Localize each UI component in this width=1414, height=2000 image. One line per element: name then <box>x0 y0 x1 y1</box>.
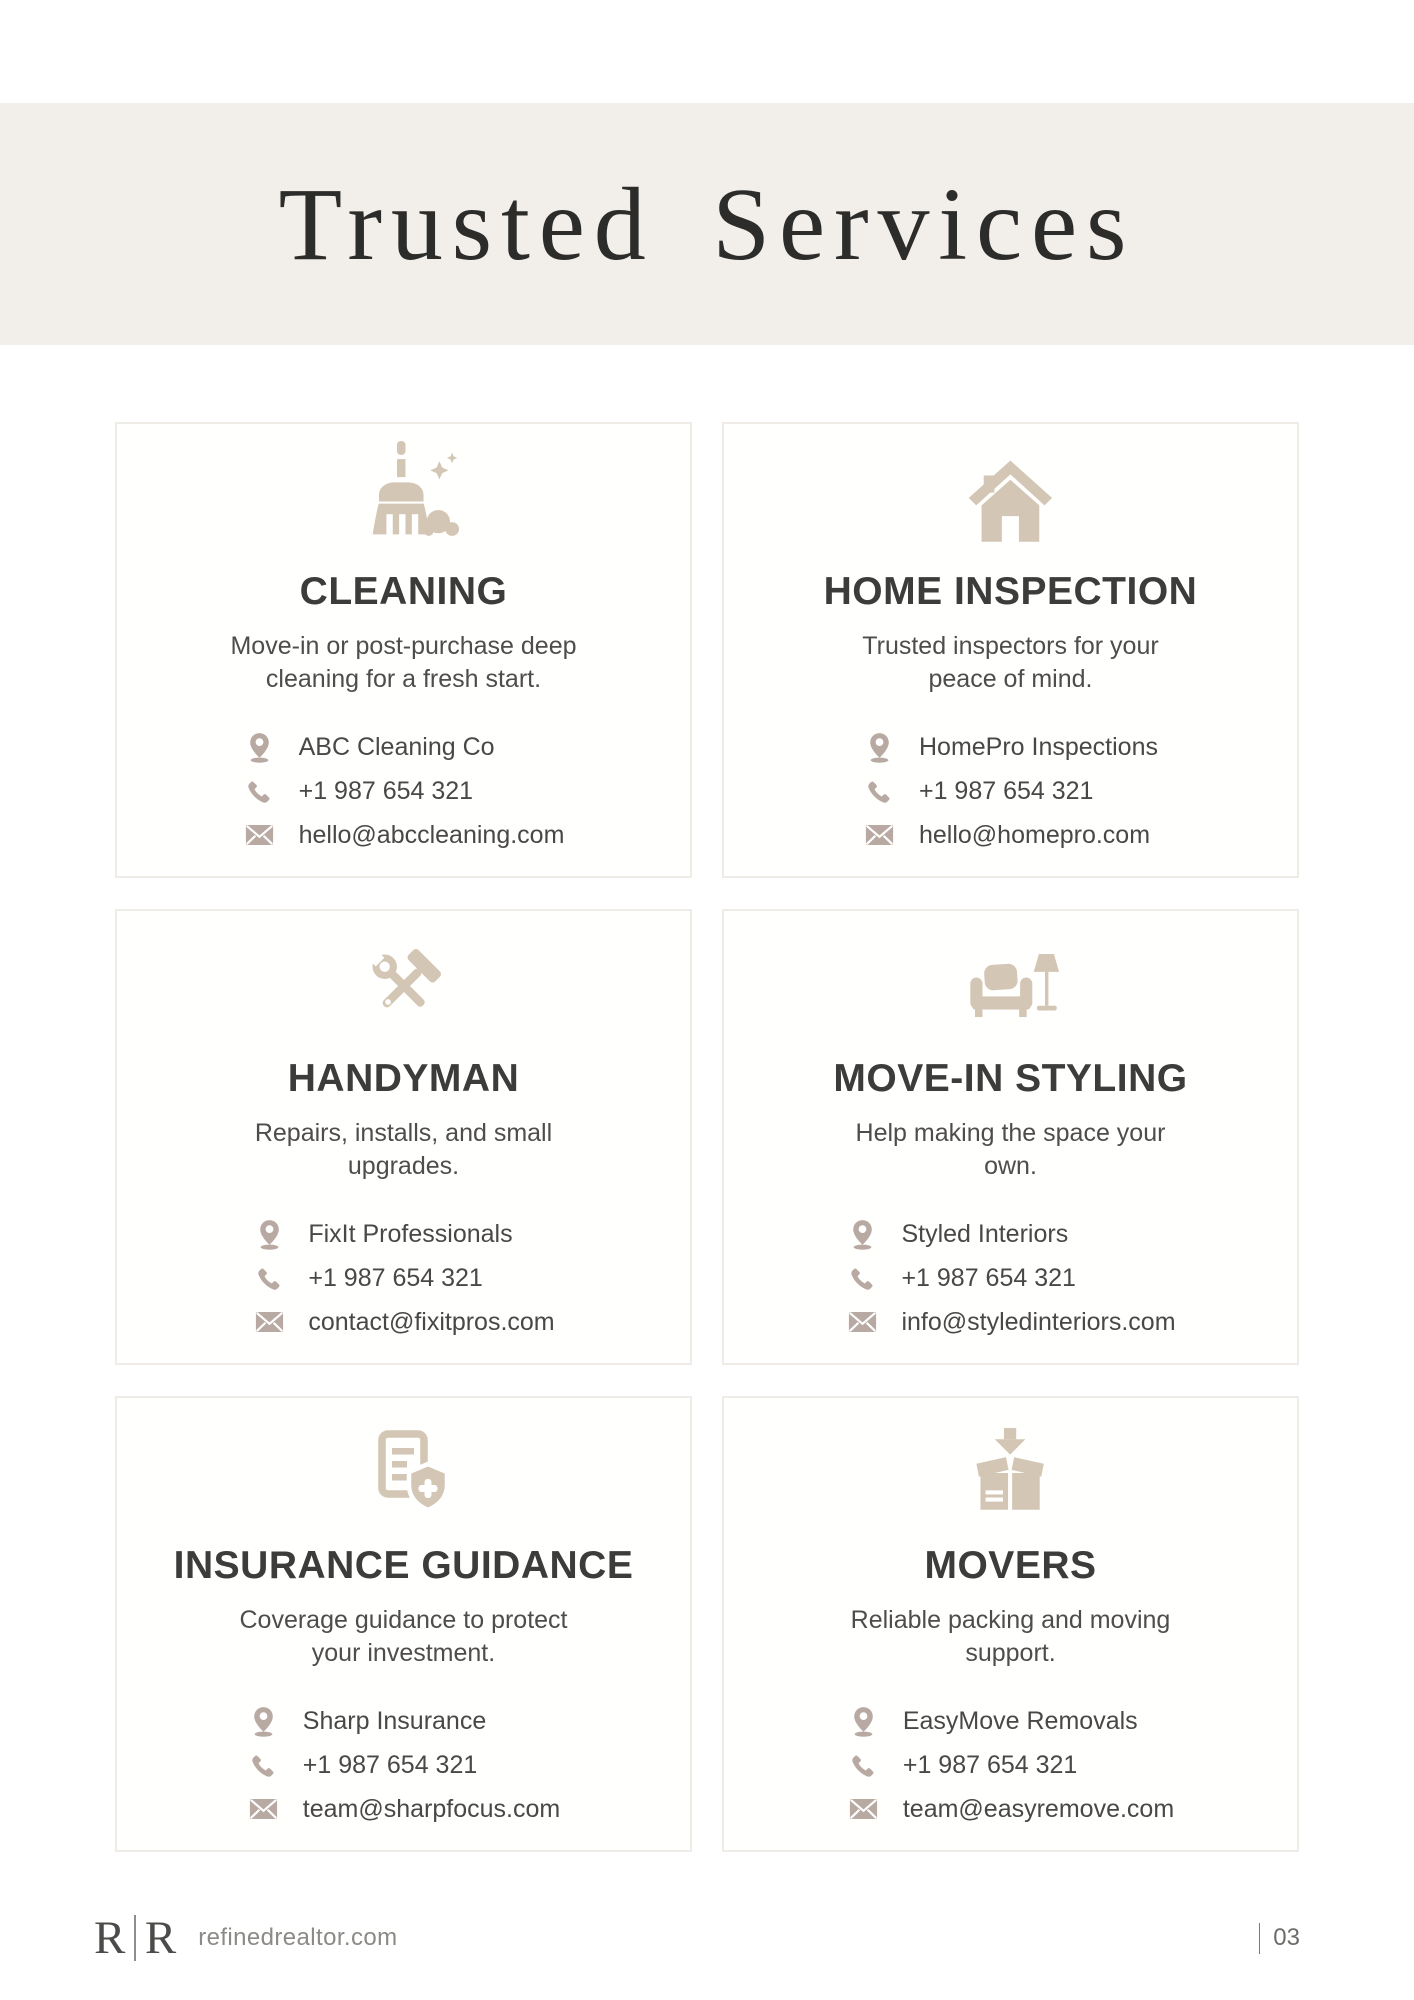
contact-block <box>252 1217 554 1339</box>
company-name: Styled Interiors <box>901 1219 1069 1248</box>
contact-email-row <box>845 1305 1175 1339</box>
email-address: hello@homepro.com <box>918 820 1151 849</box>
location-pin-icon <box>252 1219 286 1250</box>
contact-block <box>243 730 565 852</box>
page-number <box>1259 1923 1300 1954</box>
phone-number: +1 987 654 321 <box>308 1263 483 1292</box>
contact-phone-row <box>252 1261 482 1295</box>
contact-phone-row <box>847 1748 1077 1782</box>
contact-phone-row <box>247 1748 477 1782</box>
services-grid <box>115 422 1299 1852</box>
email-address: team@easyremove.com <box>902 1794 1175 1823</box>
card-description: Move-in or post-purchase deep cleaning for a fresh start. <box>230 632 577 693</box>
location-pin-icon <box>863 732 897 763</box>
contact-email-row <box>252 1305 554 1339</box>
company-name: ABC Cleaning Co <box>298 732 495 761</box>
phone-number: +1 987 654 321 <box>918 776 1094 805</box>
contact-company-row <box>845 1217 1068 1251</box>
company-name: Sharp Insurance <box>302 1706 487 1735</box>
footer-site: refinedrealtor.com <box>198 1924 398 1951</box>
contact-block <box>247 1704 560 1826</box>
contact-phone-row <box>243 774 473 808</box>
service-card <box>115 422 692 878</box>
phone-icon <box>847 1752 881 1779</box>
broom-cleaning-icon <box>344 438 463 546</box>
card-title: HOME INSPECTION <box>823 570 1198 613</box>
contact-block <box>863 730 1158 852</box>
service-card <box>722 1396 1299 1852</box>
phone-icon <box>252 1265 286 1292</box>
logo-letter: R <box>144 1912 177 1964</box>
armchair-lamp-icon <box>959 925 1062 1033</box>
policy-shield-icon <box>354 1412 454 1520</box>
contact-company-row <box>247 1704 486 1738</box>
page-footer <box>94 1903 1300 1973</box>
envelope-icon <box>863 824 897 846</box>
contact-block <box>847 1704 1174 1826</box>
envelope-icon <box>243 824 277 846</box>
envelope-icon <box>252 1311 286 1333</box>
card-title: INSURANCE GUIDANCE <box>173 1544 634 1587</box>
location-pin-icon <box>243 732 277 763</box>
email-address: hello@abccleaning.com <box>298 820 565 849</box>
house-icon <box>957 438 1064 546</box>
service-card <box>722 909 1299 1365</box>
email-address: contact@fixitpros.com <box>308 1307 555 1336</box>
phone-icon <box>243 778 277 805</box>
phone-number: +1 987 654 321 <box>298 776 474 805</box>
page-number-divider <box>1259 1923 1261 1954</box>
card-description: Coverage guidance to protect your investment. <box>239 1606 568 1667</box>
email-address: team@sharpfocus.com <box>302 1794 561 1823</box>
wrench-hammer-icon <box>357 925 451 1033</box>
contact-email-row <box>847 1792 1174 1826</box>
card-description: Reliable packing and moving support. <box>850 1606 1171 1667</box>
contact-company-row <box>863 730 1158 764</box>
contact-phone-row <box>863 774 1093 808</box>
card-title: HANDYMAN <box>287 1057 520 1100</box>
page-number-value: 03 <box>1273 1924 1300 1951</box>
company-name: HomePro Inspections <box>918 732 1158 761</box>
service-card <box>115 1396 692 1852</box>
page-title: Trusted Services <box>278 166 1136 282</box>
phone-icon <box>247 1752 281 1779</box>
phone-number: +1 987 654 321 <box>901 1263 1076 1292</box>
contact-email-row <box>863 818 1150 852</box>
contact-company-row <box>252 1217 512 1251</box>
service-card <box>722 422 1299 878</box>
header-band <box>0 103 1414 345</box>
location-pin-icon <box>845 1219 879 1250</box>
company-name: FixIt Professionals <box>308 1219 513 1248</box>
phone-number: +1 987 654 321 <box>902 1750 1078 1779</box>
card-title: CLEANING <box>299 570 508 613</box>
contact-email-row <box>243 818 565 852</box>
contact-block <box>845 1217 1175 1339</box>
envelope-icon <box>845 1311 879 1333</box>
envelope-icon <box>247 1798 281 1820</box>
email-address: info@styledinteriors.com <box>901 1307 1176 1336</box>
card-description: Help making the space your own. <box>855 1119 1166 1180</box>
brand <box>94 1911 398 1965</box>
moving-box-icon <box>959 1412 1061 1520</box>
envelope-icon <box>847 1798 881 1820</box>
phone-number: +1 987 654 321 <box>302 1750 478 1779</box>
service-card <box>115 909 692 1365</box>
brand-logo <box>94 1911 176 1965</box>
phone-icon <box>863 778 897 805</box>
logo-divider <box>134 1915 136 1961</box>
location-pin-icon <box>847 1706 881 1737</box>
logo-letter: R <box>94 1912 126 1964</box>
card-title: MOVE-IN STYLING <box>833 1057 1188 1100</box>
contact-phone-row <box>845 1261 1075 1295</box>
card-description: Repairs, installs, and small upgrades. <box>254 1119 553 1180</box>
card-title: MOVERS <box>924 1544 1097 1587</box>
contact-email-row <box>247 1792 560 1826</box>
location-pin-icon <box>247 1706 281 1737</box>
company-name: EasyMove Removals <box>902 1706 1138 1735</box>
contact-company-row <box>847 1704 1138 1738</box>
phone-icon <box>845 1265 879 1292</box>
contact-company-row <box>243 730 495 764</box>
card-description: Trusted inspectors for your peace of mind. <box>862 632 1159 693</box>
